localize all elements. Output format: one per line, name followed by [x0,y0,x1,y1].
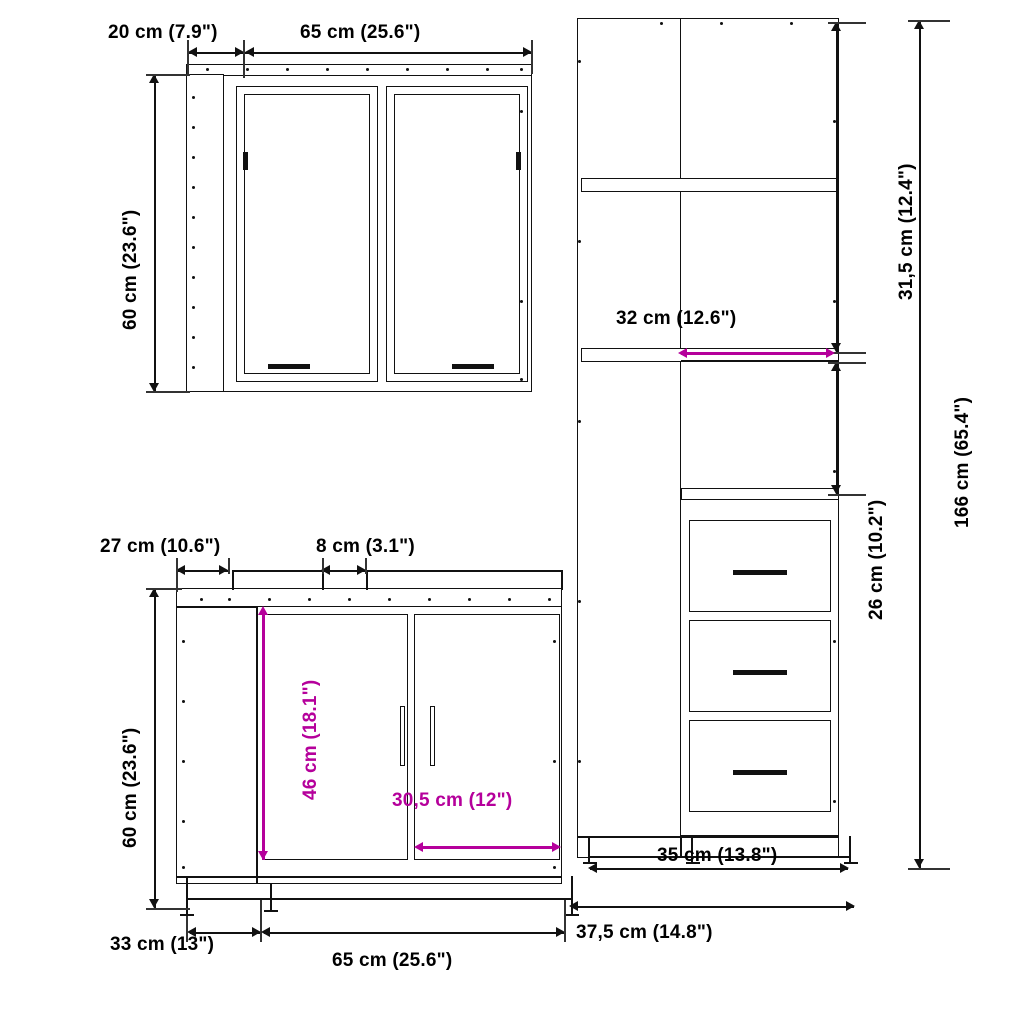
label-side-depth: 37,5 cm (14.8") [576,922,713,943]
sink-cabinet-side-top [176,606,256,608]
label-top-overhang: 8 cm (3.1") [316,536,415,557]
label-shelf-width: 32 cm (12.6") [616,308,737,329]
sink-cabinet-side-edge [256,606,258,884]
label-base-depth: 33 cm (13") [110,934,215,955]
arrow [245,47,254,57]
sink-cabinet-top [176,588,562,608]
label-upper-section: 31,5 cm (12.4") [896,163,917,300]
tall-cabinet-drawer-2 [689,620,831,712]
wall-cabinet-top-rail [186,64,532,76]
ext-line [322,558,324,574]
ext-line [176,558,178,592]
sink-cabinet-foot-m [264,910,278,912]
arrow [826,348,835,358]
label-sink-width: 65 cm (25.6") [332,950,453,971]
wall-cabinet-door-right-inner [394,94,520,374]
sink-cabinet-pull-right [430,706,435,766]
wall-cabinet-side-panel [186,74,224,392]
tall-cabinet-drawer-1 [689,520,831,612]
sink-cabinet-leg-bl [270,884,272,912]
tall-cabinet-leg-l [588,836,590,864]
arrow [261,927,270,937]
ext-line [828,362,866,364]
sink-cabinet-base-rail-bottom [186,898,572,900]
tall-cabinet-drawer-pull-3 [733,770,787,775]
dim-line-total-height [919,20,921,868]
dim-line-sink-height [154,588,156,908]
ext-line [187,40,189,74]
dim-line-wall-height [154,74,156,392]
wall-cabinet-door-left-inner [244,94,370,374]
arrow [188,47,197,57]
sink-cabinet-pull-left [400,706,405,766]
sink-cabinet-top-edge-l [232,570,234,590]
ext-line [828,494,866,496]
label-sink-height: 60 cm (23.6") [120,727,141,848]
arrow [258,606,268,615]
arrow [258,851,268,860]
wall-cabinet-pull-right [452,364,494,369]
ext-line [146,74,190,76]
ext-line [146,908,190,910]
ext-line [365,558,367,574]
arrow [149,899,159,908]
dim-line-middle-section [836,362,838,494]
label-middle-section: 26 cm (10.2") [866,499,887,620]
tall-cabinet-shelf-top [581,178,839,192]
dim-line-door-width [418,846,558,849]
wall-cabinet-pull-left [268,364,310,369]
ext-line [828,22,866,24]
dim-line-shelf-width [681,352,832,355]
label-wall-width: 65 cm (25.6") [300,22,421,43]
tall-cabinet-drawer-pull-1 [733,570,787,575]
dim-line-wall-width [245,52,532,54]
dim-line-side-depth [572,906,854,908]
arrow [914,859,924,868]
ext-line [228,558,230,574]
tall-cabinet-drawer-3 [689,720,831,812]
label-tall-depth: 35 cm (13.8") [657,845,778,866]
arrow [569,901,578,911]
sink-cabinet-base-rail-top [176,876,562,878]
sink-cabinet-door-left [262,614,408,860]
arrow [588,863,597,873]
arrow [552,842,561,852]
label-total-height: 166 cm (65.4") [952,396,973,528]
dim-line-sink-width [264,932,564,934]
tall-cabinet-inner-line [681,360,839,362]
label-top-depth: 27 cm (10.6") [100,536,221,557]
label-door-height: 46 cm (18.1") [300,679,321,800]
tall-cabinet-shelf-low [681,488,839,500]
arrow [414,842,423,852]
ext-line [908,868,950,870]
wall-cabinet-hinge-right [516,152,521,170]
ext-line [531,40,533,74]
arrow [678,348,687,358]
sink-cabinet-top-back [232,570,562,572]
sink-cabinet-foot-r [565,914,579,916]
label-wall-height: 60 cm (23.6") [120,209,141,330]
ext-line [146,391,190,393]
tall-cabinet-base-rail [577,836,839,838]
dim-line-door-height [262,610,265,860]
tall-cabinet-leg-r [849,836,851,864]
sink-cabinet-base-right [571,876,573,898]
tall-cabinet-body [680,18,839,836]
sink-cabinet-top-edge-r [561,570,563,590]
arrow [846,901,855,911]
ext-line [564,900,566,942]
arrow [831,485,841,494]
wall-cabinet-hinge-left [243,152,248,170]
label-door-width: 30,5 cm (12") [392,790,513,811]
ext-line [243,40,245,78]
ext-line [146,588,182,590]
arrow [840,863,849,873]
tall-cabinet-drawer-pull-2 [733,670,787,675]
dim-line-upper-section [836,22,838,352]
arrow [219,565,228,575]
ext-line [908,20,950,22]
sink-cabinet-door-right [414,614,560,860]
label-wall-depth: 20 cm (7.9") [108,22,218,43]
sink-cabinet-base-left [186,876,188,898]
dim-line-tall-depth [590,868,848,870]
